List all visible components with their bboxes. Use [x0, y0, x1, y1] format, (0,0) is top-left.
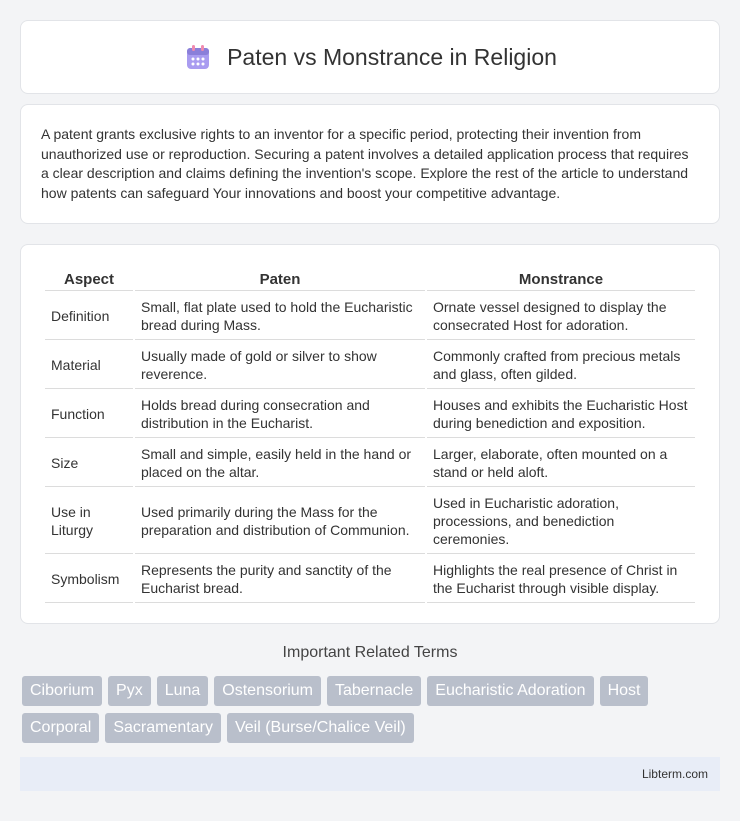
- footer-site-link[interactable]: Libterm.com: [641, 767, 708, 781]
- related-terms-tags: [22, 676, 722, 743]
- tag-luna[interactable]: Luna: [157, 676, 209, 706]
- cell-aspect: Material: [45, 342, 133, 389]
- header-paten: Paten: [135, 265, 425, 291]
- cell-paten: Used primarily during the Mass for the preparation and distribution of Communion.: [135, 489, 425, 554]
- cell-monstrance: Commonly crafted from precious metals and glass, often gilded.: [427, 342, 695, 389]
- table-row: [45, 440, 695, 487]
- cell-monstrance: Ornate vessel designed to display the consecrated Host for adoration.: [427, 293, 695, 340]
- tag-ostensorium[interactable]: Ostensorium: [214, 676, 321, 706]
- cell-monstrance: Highlights the real presence of Christ in the Eucharist through visible display.: [427, 556, 695, 603]
- cell-monstrance: Larger, elaborate, often mounted on a stand or held aloft.: [427, 440, 695, 487]
- tag-eucharistic-adoration[interactable]: Eucharistic Adoration: [427, 676, 593, 706]
- cell-paten: Small and simple, easily held in the hand or placed on the altar.: [135, 440, 425, 487]
- footer: [20, 757, 720, 791]
- tag-host[interactable]: Host: [600, 676, 649, 706]
- cell-aspect: Symbolism: [45, 556, 133, 603]
- table-row: [45, 391, 695, 438]
- calendar-icon: [183, 42, 213, 72]
- table-row: [45, 489, 695, 554]
- cell-aspect: Function: [45, 391, 133, 438]
- intro-card: [20, 104, 720, 224]
- tag-pyx[interactable]: Pyx: [108, 676, 151, 706]
- cell-monstrance: Used in Eucharistic adoration, processions, and benediction ceremonies.: [427, 489, 695, 554]
- table-header-row: [45, 265, 695, 291]
- header-aspect: Aspect: [45, 265, 133, 291]
- tag-veil[interactable]: Veil (Burse/Chalice Veil): [227, 713, 414, 743]
- table-row: [45, 293, 695, 340]
- cell-monstrance: Houses and exhibits the Eucharistic Host during benediction and exposition.: [427, 391, 695, 438]
- intro-text: A patent grants exclusive rights to an inventor for a specific period, protecting their invention from unauthorized use or reproduction. Securing a patent involves a detailed application process that requires a clear description and claims defining the invention's scope. Explore the rest of the article to understand how patents can safeguard Your innovations and boost your competitive advantage.: [41, 126, 689, 201]
- cell-paten: Usually made of gold or silver to show reverence.: [135, 342, 425, 389]
- header-card: [20, 20, 720, 94]
- table-row: [45, 342, 695, 389]
- tag-sacramentary[interactable]: Sacramentary: [105, 713, 221, 743]
- cell-paten: Represents the purity and sanctity of the Eucharist bread.: [135, 556, 425, 603]
- table-row: [45, 556, 695, 603]
- comparison-table-card: [20, 244, 720, 624]
- cell-paten: Holds bread during consecration and distribution in the Eucharist.: [135, 391, 425, 438]
- page-title: Paten vs Monstrance in Religion: [227, 43, 557, 70]
- cell-paten: Small, flat plate used to hold the Eucharistic bread during Mass.: [135, 293, 425, 340]
- cell-aspect: Definition: [45, 293, 133, 340]
- tag-corporal[interactable]: Corporal: [22, 713, 99, 743]
- cell-aspect: Size: [45, 440, 133, 487]
- comparison-table: [43, 263, 697, 605]
- tag-ciborium[interactable]: Ciborium: [22, 676, 102, 706]
- tag-tabernacle[interactable]: Tabernacle: [327, 676, 421, 706]
- header-monstrance: Monstrance: [427, 265, 695, 291]
- related-terms-title: Important Related Terms: [282, 644, 458, 661]
- cell-aspect: Use in Liturgy: [45, 489, 133, 554]
